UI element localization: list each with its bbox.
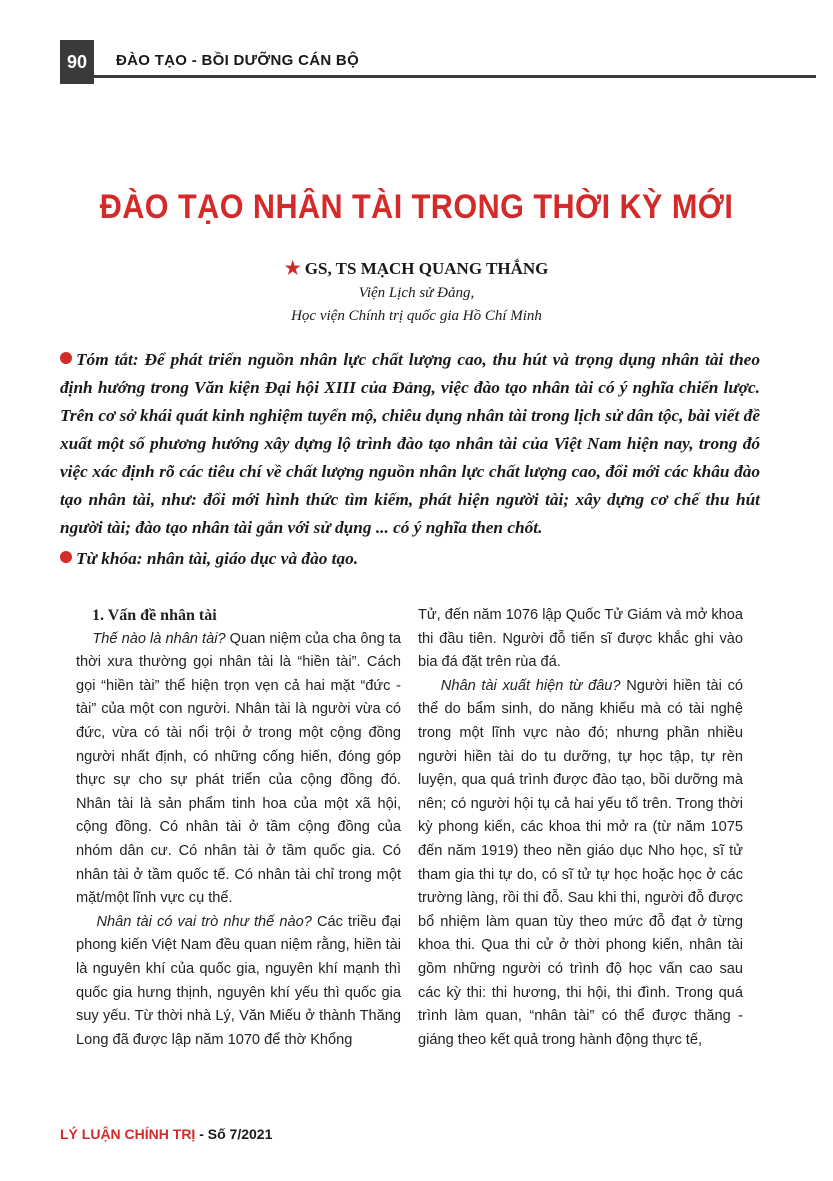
affiliation-1: Viện Lịch sử Đảng, [358, 285, 475, 301]
abstract-text: Tóm tắt: Để phát triển nguồn nhân lực chất lượng cao, thu hút và trọng dụng nhân tài theo định hướng trong Văn kiện Đại hội XIII của Đảng, việc đào tạo nhân tài có ý nghĩa chiến lược. Trên cơ sở khái quát kinh nghiệm tuyển mộ, chiêu dụng nhân tài trong lịch sử dân tộc, bài viết đề xuất một số phương hướng xây dựng lộ trình đào tạo nhân tài của Việt Nam hiện nay, trong đó việc xác định rõ các tiêu chí về chất lượng nguồn nhân lực chất lượng cao, đổi mới các khâu đào tạo nhân tài, như: đổi mới hình thức tìm kiếm, phát hiện người tài; xây dựng cơ chế thu hút người tài; đào tạo nhân tài gắn với sử dụng ... có ý nghĩa then chốt. [60, 350, 760, 537]
header-rule [94, 75, 816, 78]
page-header [60, 40, 760, 84]
affiliation-2: Học viện Chính trị quốc gia Hồ Chí Minh [291, 308, 542, 324]
paragraph-2 [76, 911, 401, 1053]
paragraph-1-question: Thế nào là nhân tài? [92, 630, 226, 647]
magazine-name: LÝ LUẬN CHÍNH TRỊ [60, 1126, 196, 1142]
page-number: 90 [60, 40, 94, 84]
paragraph-1-text: Quan niệm của cha ông ta thời xưa thường gọi nhân tài là “hiền tài”. Cách gọi “hiền tài” thể hiện trọn vẹn cả hai mặt “đức - tài” của một con người. Nhân tài là người vừa có đức, vừa có tài nổi trội ở trong một cộng đồng người nhất định, có những cống hiến, đóng góp thực sự cho sự phát triển của cộng đồng đó. Nhân tài là sản phẩm tinh hoa của một xã hội, cộng đồng. Có nhân tài ở tầm cộng đồng của nhóm dân cư. Có nhân tài ở tầm quốc gia. Có nhân tài ở tầm quốc tế. Có nhân tài chỉ trong một mặt/một lĩnh vực cụ thể. [76, 630, 401, 907]
paragraph-3-text: Người hiền tài có thể do bẩm sinh, do năng khiếu mà có tài nghệ trong một lĩnh vực nào đó; nhưng phần nhiều người hiền tài do tu dưỡng, tự học tập, tự rèn luyện, qua quá trình được đào tạo, bồi dưỡng mà nên; có người hội tụ cả hai yếu tố trên. Trong thời kỳ phong kiến, các khoa thi mở ra (từ năm 1075 đến năm 1919) theo nền giáo dục Nho học, sĩ tử tham gia thi tự do, có sĩ tử tự học hoặc học ở các trường làng, rồi thi đỗ. Sau khi thi, người đỗ được bổ nhiệm làm quan tùy theo mức đỗ đạt ở từng khoa thi. Qua thi cử ở thời phong kiến, nhân tài gồm những người có trình độ học vấn cao sau các kỳ thi: thi hương, thi hội, thi đình. Trong quá trình làm quan, “nhân tài” có thể được thăng - giáng theo kết quả trong hành động thực tế, [418, 677, 743, 1048]
paragraph-2-continued: Tử, đến năm 1076 lập Quốc Tử Giám và mở khoa thi đầu tiên. Người đỗ tiến sĩ được khắc ghi vào bia đá đặt trên rùa đá. [418, 607, 743, 671]
section-heading: 1. Vấn đề nhân tài [92, 607, 217, 624]
keywords-text: Từ khóa: nhân tài, giáo dục và đào tạo. [76, 549, 359, 568]
bullet-icon [60, 551, 72, 563]
issue-number: - Số 7/2021 [195, 1126, 273, 1142]
paragraph-2-text: Các triều đại phong kiến Việt Nam đều quan niệm rằng, hiền tài là nguyên khí của quốc gia, nguyên khí mạnh thì quốc gia hưng thịnh, nguyên khí yếu thì quốc gia suy yếu. Từ thời nhà Lý, Văn Miếu ở thành Thăng Long đã được lập năm 1070 để thờ Khổng [76, 913, 401, 1048]
author-name: GS, TS MẠCH QUANG THẮNG [304, 259, 549, 278]
bullet-icon [60, 352, 72, 364]
star-icon: ★ [284, 258, 301, 278]
body-column-right [418, 604, 743, 1052]
keywords [60, 545, 760, 573]
paragraph-2-question: Nhân tài có vai trò như thế nào? [96, 913, 312, 930]
page-footer [60, 1126, 272, 1142]
section-title: ĐÀO TẠO - BỒI DƯỠNG CÁN BỘ [116, 52, 360, 69]
author-line [0, 258, 833, 279]
paragraph-3-question: Nhân tài xuất hiện từ đâu? [440, 677, 621, 694]
article-title: ĐÀO TẠO NHÂN TÀI TRONG THỜI KỲ MỚI [99, 188, 734, 226]
abstract [60, 346, 760, 542]
paragraph-3 [418, 675, 743, 1053]
paragraph-1 [76, 628, 401, 911]
body-column-left [76, 604, 401, 1052]
